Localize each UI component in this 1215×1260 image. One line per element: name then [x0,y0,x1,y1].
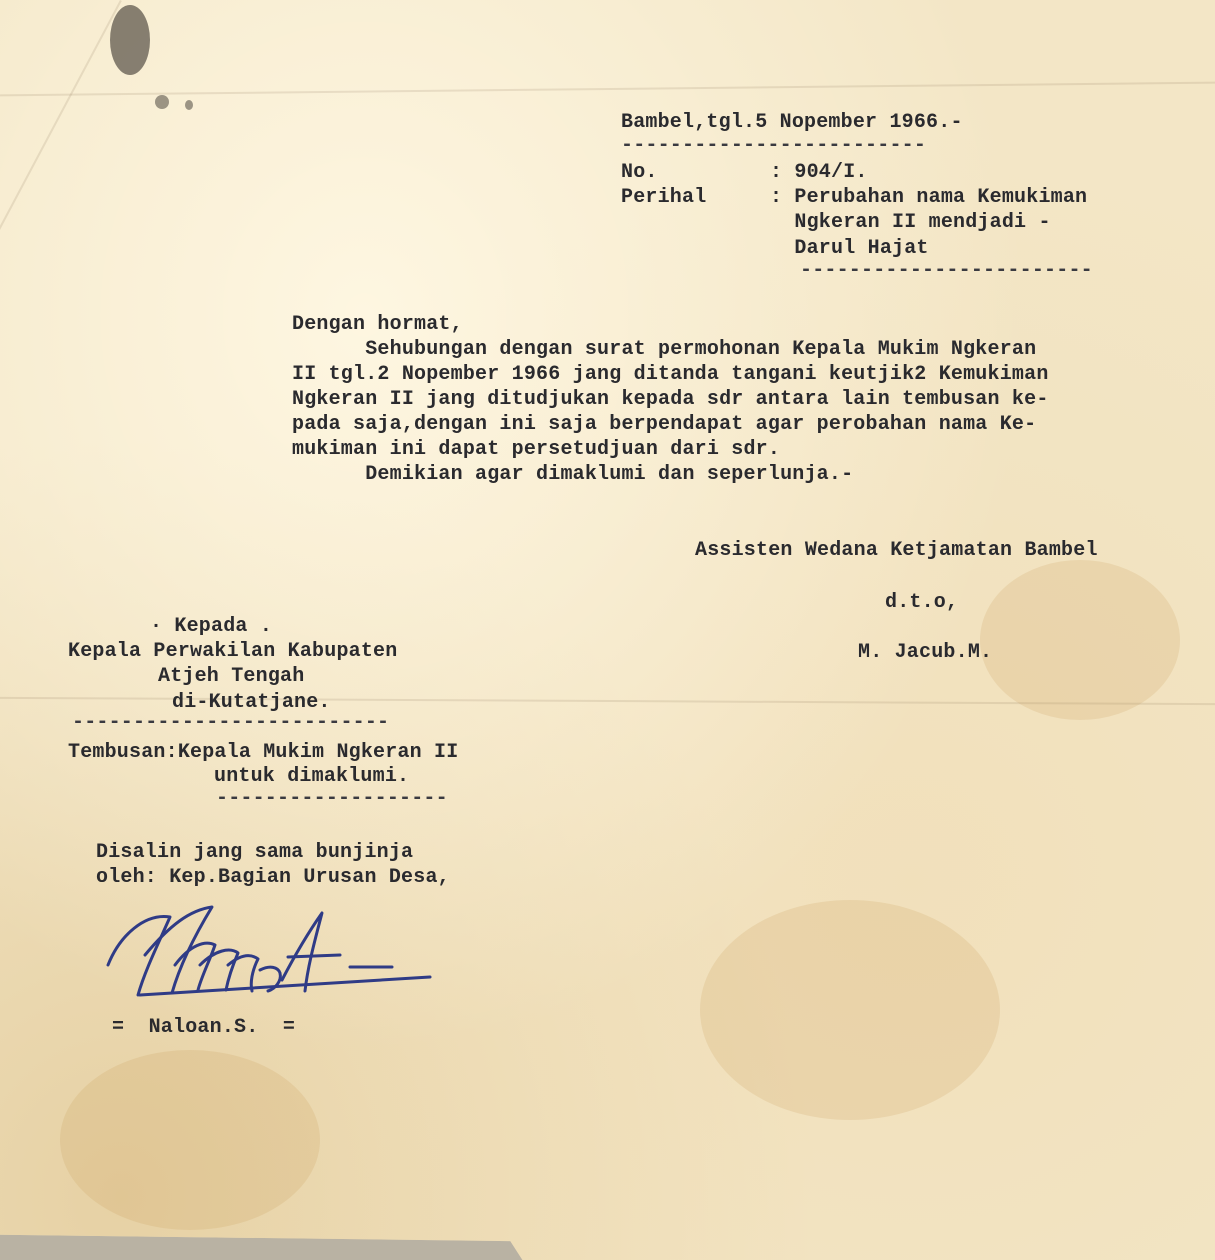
recipient-line: di-Kutatjane. [172,691,331,714]
paper-stain [700,900,1000,1120]
paper-crease [0,0,122,266]
signatory-dto: d.t.o, [885,591,959,614]
recipient-rule: -------------------------- [72,711,390,734]
body-line: Ngkeran II jang ditudjukan kepada sdr antara lain tembusan ke- [292,388,1049,411]
paper-stain [60,1050,320,1230]
signatory-title: Assisten Wedana Ketjamatan Bambel [695,539,1098,562]
signatory-name: M. Jacub.M. [858,641,993,664]
tembusan-line: untuk dimaklumi. [214,765,410,788]
salutation: Dengan hormat, [292,313,463,336]
copier-name: = Naloan.S. = [112,1016,296,1039]
copy-note-line: Disalin jang sama bunjinja [96,841,414,864]
tembusan-rule: ------------------- [216,787,448,810]
body-line: II tgl.2 Nopember 1966 jang ditanda tangani keutjik2 Kemukiman [292,363,1049,386]
paper-crease [0,82,1215,97]
body-line: Sehubungan dengan surat permohonan Kepala Mukim Ngkeran [292,338,1037,361]
ink-spot [155,95,169,109]
tembusan-line: Tembusan:Kepala Mukim Ngkeran II [68,741,459,764]
letter-number-label: No. [621,161,658,184]
body-line: pada saja,dengan ini saja berpendapat agar perobahan nama Ke- [292,413,1037,436]
body-line: mukiman ini dapat persetudjuan dari sdr. [292,438,781,461]
subject-rule: ------------------------ [800,259,1093,282]
handwritten-signature [100,895,440,1015]
recipient-line: Kepala Perwakilan Kabupaten [68,640,398,663]
paper-stain [980,560,1180,720]
header-rule: ------------------------- [621,134,927,157]
copy-note-line: oleh: Kep.Bagian Urusan Desa, [96,866,450,889]
ink-spot [185,100,193,110]
letter-number-value: : 904/I. [770,161,868,184]
recipient-label: · Kepada . [150,615,273,638]
place-date: Bambel,tgl.5 Nopember 1966.- [621,111,963,134]
recipient-line: Atjeh Tengah [158,665,305,688]
ink-blot [110,5,150,75]
subject-label: Perihal [621,186,707,209]
body-line: Demikian agar dimaklumi dan seperlunja.- [292,463,854,486]
subject-line: Darul Hajat [770,237,929,260]
subject-line: : Perubahan nama Kemukiman [770,186,1088,209]
subject-line: Ngkeran II mendjadi - [770,211,1051,234]
